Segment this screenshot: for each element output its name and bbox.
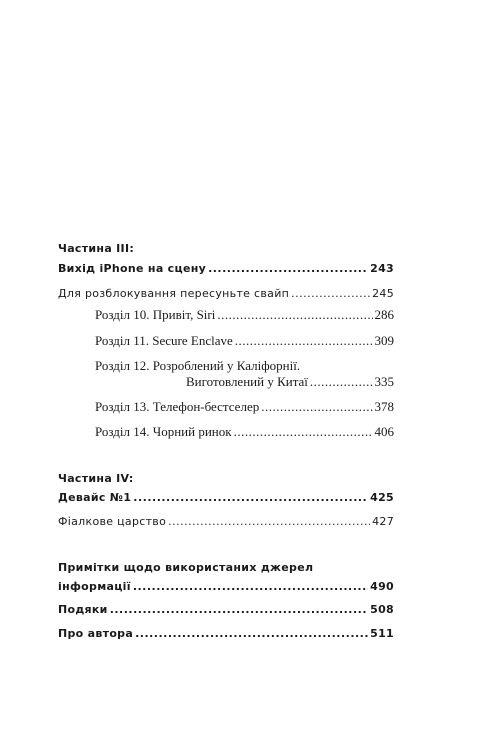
chapter-label: Розділ 14. Чорний ринок: [95, 424, 232, 439]
chapter-page: 335: [374, 374, 394, 389]
entry-label: інформації: [58, 580, 131, 593]
entry-label: Фіалкове царство: [58, 515, 167, 528]
entry-label: Вихід iPhone на сцену: [58, 262, 207, 275]
toc-entry[interactable]: [58, 285, 394, 303]
toc-entry[interactable]: [58, 578, 394, 596]
entry-label: Подяки: [58, 603, 108, 616]
entry-label: Про автора: [58, 627, 134, 640]
chapter-page: 406: [374, 424, 394, 439]
entry-page: 427: [372, 515, 394, 528]
chapter-page: 309: [374, 333, 394, 348]
toc-chapter[interactable]: [95, 423, 394, 441]
leader-dots: [133, 578, 368, 596]
part-4-title: Частина IV:: [58, 472, 134, 485]
notes-title-line1: Примітки щодо використаних джерел: [58, 561, 314, 574]
entry-page: 508: [370, 603, 394, 616]
leader-dots: [310, 373, 373, 391]
toc-entry[interactable]: [58, 601, 394, 619]
chapter-label: Розділ 10. Привіт, Siri: [95, 307, 216, 322]
leader-dots: [291, 285, 370, 303]
toc-chapter[interactable]: [186, 373, 394, 391]
entry-page: 490: [370, 580, 394, 593]
entry-page: 243: [370, 262, 394, 275]
entry-label: Для розблокування пересуньте свайп: [58, 287, 290, 300]
leader-dots: [234, 423, 373, 441]
leader-dots: [110, 601, 368, 619]
leader-dots: [135, 625, 368, 643]
leader-dots: [208, 260, 368, 278]
chapter-label: Розділ 11. Secure Enclave: [95, 333, 233, 348]
toc-chapter[interactable]: [95, 332, 394, 350]
leader-dots: [168, 513, 370, 531]
entry-label: Девайс №1: [58, 491, 132, 504]
part-3-title: Частина ІІІ:: [58, 242, 135, 255]
chapter-label-line1: Розділ 12. Розроблений у Каліфорнії.: [95, 358, 301, 373]
chapter-page: 286: [374, 307, 394, 322]
toc-chapter[interactable]: [95, 398, 394, 416]
leader-dots: [217, 306, 372, 324]
entry-page: 425: [370, 491, 394, 504]
toc-entry[interactable]: [58, 489, 394, 507]
toc-entry[interactable]: [58, 625, 394, 643]
entry-page: 511: [370, 627, 394, 640]
chapter-label: Розділ 13. Телефон-бестселер: [95, 399, 260, 414]
leader-dots: [133, 489, 368, 507]
leader-dots: [261, 398, 372, 416]
toc-chapter[interactable]: [95, 306, 394, 324]
chapter-label: Виготовлений у Китаї: [186, 374, 308, 389]
chapter-page: 378: [374, 399, 394, 414]
toc-entry[interactable]: [58, 513, 394, 531]
entry-page: 245: [372, 287, 394, 300]
leader-dots: [235, 332, 373, 350]
toc-entry[interactable]: [58, 260, 394, 278]
